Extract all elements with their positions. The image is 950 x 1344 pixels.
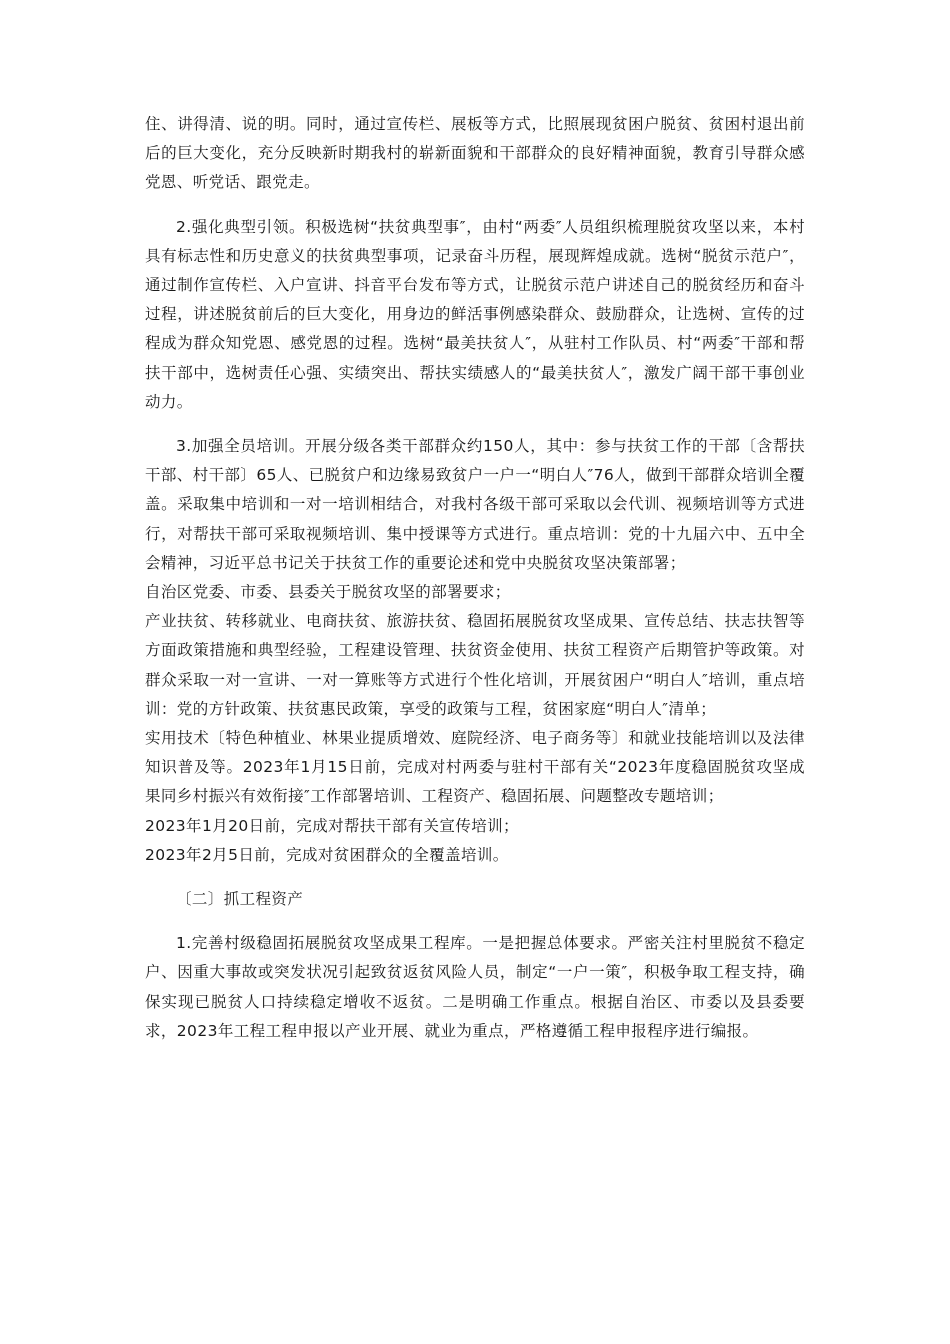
paragraph-2: 2.强化典型引领。积极选树“扶贫典型事″，由村“两委″人员组织梳理脱贫攻坚以来，本村具有标志性和历史意义的扶贫典型事项，记录奋斗历程，展现辉煌成就。选树“脱贫示范户″，通过制作宣传栏、入户宣讲、抖音平台发布等方式，让脱贫示范户讲述自己的脱贫经历和奋斗过程，讲述脱贫前后的巨大变化，用身边的鲜活事例感染群众、鼓励群众，让选树、宣传的过程成为群众知党恩、感党恩的过程。选树“最美扶贫人″，从驻村工作队员、村“两委″干部和帮扶干部中，选树责任心强、实绩突出、帮扶实绩感人的“最美扶贫人″，激发广阔干部干事创业动力。 [145, 217, 805, 411]
paragraph-3: 3.加强全员培训。开展分级各类干部群众约150人，其中：参与扶贫工作的干部〔含帮扶干部、村干部〕65人、已脱贫户和边缘易致贫户一户一“明白人″76人，做到干部群众培训全覆盖。采取集中培训和一对一培训相结合，对我村各级干部可采取以会代训、视频培训等方式进行，对帮扶干部可采取视频培训、集中授课等方式进行。重点培训：党的十九届六中、五中全会精神，习近平总书记关于扶贫工作的重要论述和党中央脱贫攻坚决策部署； [145, 437, 805, 572]
section-heading: 〔二〕抓工程资产 [176, 890, 304, 909]
document-page [145, 110, 805, 1046]
paragraph-4: 自治区党委、市委、县委关于脱贫攻坚的部署要求； [145, 583, 511, 602]
paragraph-7: 2023年1月20日前，完成对帮扶干部有关宣传培训； [145, 816, 519, 835]
paragraph-10: 1.完善村级稳固拓展脱贫攻坚成果工程库。一是把握总体要求。严密关注村里脱贫不稳定户、因重大事故或突发状况引起致贫返贫风险人员，制定“一户一策″，积极争取工程支持，确保实现已脱贫人口持续稳定增收不返贫。二是明确工作重点。根据自治区、市委以及县委要求，2023年工程工程申报以产业开展、就业为重点，严格遵循工程申报程序进行编报。 [145, 934, 805, 1040]
paragraph-5: 产业扶贫、转移就业、电商扶贫、旅游扶贫、稳固拓展脱贫攻坚成果、宣传总结、扶志扶智等方面政策措施和典型经验，工程建设管理、扶贫资金使用、扶贫工程资产后期管护等政策。对群众采取一对一宣讲、一对一算账等方式进行个性化培训，开展贫困户“明白人″培训，重点培训：党的方针政策、扶贫惠民政策，享受的政策与工程，贫困家庭“明白人″清单； [145, 612, 805, 718]
paragraph-8: 2023年2月5日前，完成对贫困群众的全覆盖培训。 [145, 845, 509, 864]
paragraph-1: 住、讲得清、说的明。同时，通过宣传栏、展板等方式，比照展现贫困户脱贫、贫困村退出前后的巨大变化，充分反映新时期我村的崭新面貌和干部群众的良好精神面貌，教育引导群众感党恩、听党话、跟党走。 [145, 115, 805, 192]
paragraph-6: 实用技术〔特色种植业、林果业提质增效、庭院经济、电子商务等〕和就业技能培训以及法律知识普及等。2023年1月15日前，完成对村两委与驻村干部有关“2023年度稳固脱贫攻坚成果同乡村振兴有效衔接″工作部署培训、工程资产、稳固拓展、问题整改专题培训； [145, 729, 805, 806]
